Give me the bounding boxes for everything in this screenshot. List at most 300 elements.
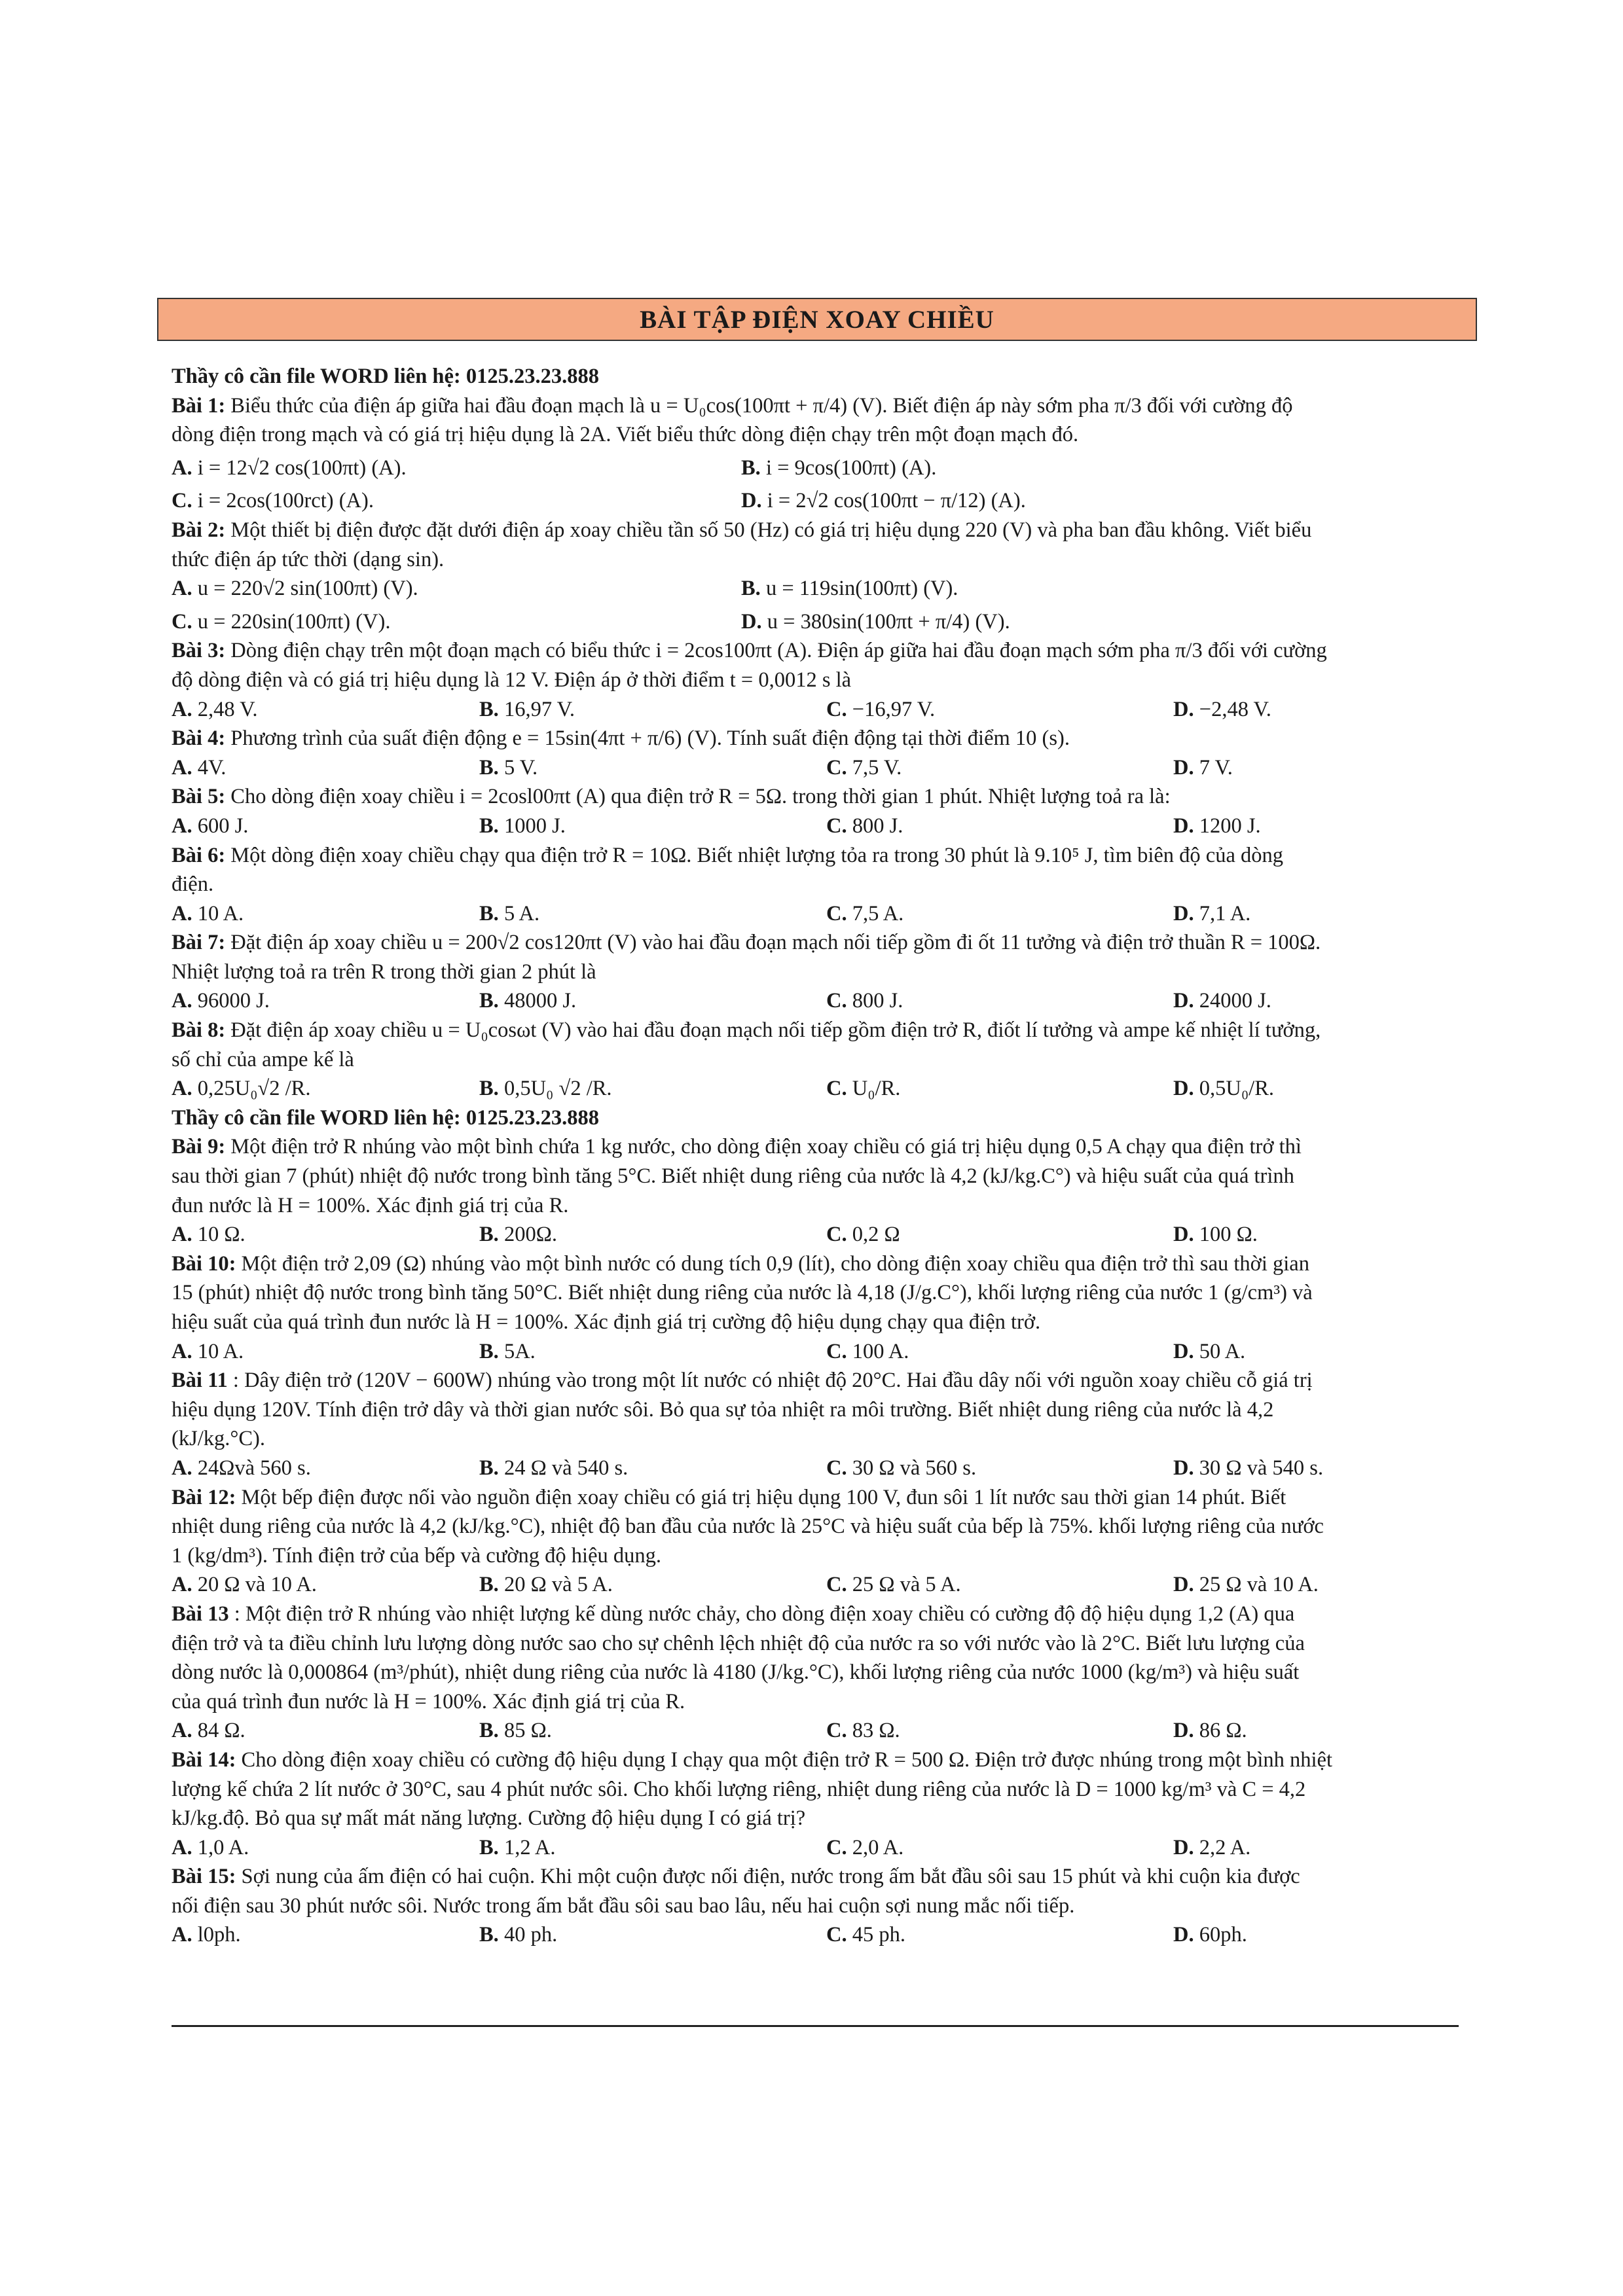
answer-option-text: 10 A.: [197, 901, 244, 925]
answer-option-letter: A.: [172, 697, 192, 721]
answer-option-a: [172, 812, 248, 841]
question-text: 15 (phút) nhiệt độ nước trong bình tăng 50°C. Biết nhiệt dung riêng của nước là 4,18 (J/g.C°), khối lượng riêng của nước 1 (g/cm³) và: [172, 1281, 1313, 1305]
question-11: [172, 1366, 1459, 1482]
answer-option-a: [172, 1716, 246, 1746]
answer-option-c: [826, 1074, 900, 1103]
answer-option-text: 16,97 V.: [503, 697, 575, 721]
answer-option-letter: C.: [826, 1923, 847, 1947]
answer-option-letter: C.: [826, 1573, 847, 1597]
question-13: [172, 1600, 1459, 1746]
answer-option-b: [479, 1920, 557, 1950]
answer-option-letter: A.: [172, 1077, 192, 1101]
answer-option-text: 20 Ω và 5 A.: [503, 1573, 613, 1597]
question-6: [172, 841, 1459, 929]
question-text: độ dòng điện và có giá trị hiệu dụng là 12 V. Điện áp ở thời điểm t = 0,0012 s là: [172, 668, 852, 692]
question-label: Bài 3:: [172, 639, 226, 663]
question-text: Cho dòng điện xoay chiều i = 2cosl00πt (A) qua điện trở R = 5Ω. trong thời gian 1 phút. Nhiệt lượng toả ra là:: [230, 785, 1171, 809]
answer-option-text: 100 A.: [852, 1339, 909, 1363]
answer-options-row: [172, 1074, 1459, 1103]
question-text: Đặt điện áp xoay chiều u = U₀cosωt (V) vào hai đầu đoạn mạch nối tiếp gồm điện trở R, điốt lí tưởng và ampe kế nhiệt lí tưởng,: [230, 1018, 1321, 1043]
answer-option-text: 0,5U₀ √2 /R.: [503, 1077, 612, 1101]
answer-option-letter: C.: [826, 1719, 847, 1743]
answer-option-letter: A.: [172, 814, 192, 838]
answer-option-text: 45 ph.: [852, 1923, 905, 1947]
answer-option-letter: B.: [479, 1835, 499, 1859]
answer-option-letter: A.: [172, 456, 192, 480]
answer-option-letter: D.: [1173, 1339, 1194, 1363]
answer-option-letter: C.: [172, 489, 192, 513]
answer-options-row: [172, 1220, 1459, 1249]
question-4: [172, 724, 1459, 782]
answer-options-row: [172, 812, 1459, 841]
question-text-line: [172, 724, 1459, 753]
question-text: hiệu suất của quá trình đun nước là H = 100%. Xác định giá trị cường độ hiệu dụng chạy qua điện trở.: [172, 1310, 1041, 1334]
answer-option-c: [826, 1833, 903, 1863]
question-text: hiệu dụng 120V. Tính điện trở dây và thời gian nước sôi. Bỏ qua sự tỏa nhiệt ra môi trường. Biết nhiệt dung riêng của nước là 4,2: [172, 1397, 1274, 1422]
answer-option-letter: C.: [826, 1835, 847, 1859]
answer-option-text: 83 Ω.: [852, 1719, 900, 1743]
answer-option-letter: C.: [826, 1339, 847, 1363]
answer-option-letter: D.: [741, 489, 762, 513]
answer-options-row: [172, 1454, 1459, 1483]
answer-option-a: [172, 695, 258, 725]
answer-option-c: [826, 1337, 909, 1367]
answer-option-d: [741, 486, 1026, 516]
question-text-line: [172, 1483, 1459, 1513]
answer-option-letter: D.: [1173, 755, 1194, 780]
question-label: Bài 8:: [172, 1018, 226, 1043]
question-14: [172, 1746, 1459, 1862]
answer-option-d: [1173, 1920, 1247, 1950]
question-label: Bài 15:: [172, 1865, 236, 1889]
answer-option-letter: B.: [479, 1573, 499, 1597]
answer-option-a: [172, 986, 270, 1016]
answer-option-text: 5 V.: [503, 755, 538, 780]
answer-option-letter: B.: [479, 1456, 499, 1480]
answer-option-text: 600 J.: [197, 814, 249, 838]
question-text-line: [172, 1191, 1459, 1221]
answer-option-letter: B.: [479, 1923, 499, 1947]
answer-option-c: [826, 753, 902, 783]
question-text: điện.: [172, 872, 214, 897]
answer-option-letter: D.: [741, 609, 762, 634]
question-text: Một bếp điện được nối vào nguồn điện xoay chiều có giá trị hiệu dụng 100 V, đun sôi 1 lít nước sau thời gian 14 phút. Biết: [241, 1485, 1286, 1509]
answer-option-text: i = 2cos(100rct) (A).: [197, 489, 374, 513]
answer-option-d: [1173, 1337, 1245, 1367]
question-text-line: [172, 1892, 1459, 1921]
bottom-divider: [172, 2025, 1459, 2027]
question-text: nhiệt dung riêng của nước là 4,2 (kJ/kg.°C), nhiệt độ ban đầu của nước là 25°C và hiệu suất của bếp là 75%. khối lượng riêng của nước: [172, 1515, 1324, 1539]
answer-option-letter: A.: [172, 1223, 192, 1247]
question-9: [172, 1132, 1459, 1249]
answer-option-a: [172, 454, 407, 483]
answer-option-letter: C.: [826, 1077, 847, 1101]
answer-option-d: [1173, 812, 1261, 841]
answer-options-row: [172, 454, 1459, 483]
answer-option-c: [826, 986, 903, 1016]
question-text-line: [172, 1775, 1459, 1804]
answer-option-text: 84 Ω.: [197, 1719, 246, 1743]
answer-option-c: [826, 899, 903, 929]
answer-option-text: 800 J.: [852, 989, 903, 1013]
answer-option-letter: C.: [172, 609, 192, 634]
answer-option-text: i = 2√2 cos(100πt − π/12) (A).: [767, 489, 1026, 513]
question-text: : Dây điện trở (120V − 600W) nhúng vào trong một lít nước có nhiệt độ 20°C. Hai đầu dây nối với nguồn xoay chiều cỗ giá trị: [232, 1369, 1313, 1393]
answer-option-b: [479, 1716, 552, 1746]
answer-option-letter: B.: [479, 901, 499, 925]
answer-option-text: 5A.: [503, 1339, 536, 1363]
answer-option-letter: A.: [172, 1456, 192, 1480]
answer-option-c: [826, 695, 935, 725]
question-text-line: [172, 516, 1459, 545]
question-text-line: [172, 1658, 1459, 1687]
answer-option-b: [479, 1220, 557, 1249]
question-text: Cho dòng điện xoay chiều có cường độ hiệu dụng I chạy qua một điện trở R = 500 Ω. Điện trở được nhúng trong một bình nhiệt: [241, 1748, 1332, 1772]
answer-option-c: [172, 607, 390, 637]
answer-option-letter: D.: [1173, 1077, 1194, 1101]
answer-option-text: 1,2 A.: [503, 1835, 556, 1859]
question-label: Bài 1:: [172, 393, 226, 418]
question-text-line: [172, 1512, 1459, 1541]
answer-option-letter: B.: [479, 755, 499, 780]
question-text: sau thời gian 7 (phút) nhiệt độ nước trong bình tăng 5°C. Biết nhiệt dung riêng của nước là 4,2 (kJ/kg.C°) và hiệu suất của quá trình: [172, 1164, 1294, 1189]
answer-option-letter: B.: [479, 814, 499, 838]
answer-option-c: [826, 1220, 900, 1249]
question-text-line: [172, 1687, 1459, 1717]
answer-option-text: 60ph.: [1199, 1923, 1247, 1947]
question-text-line: [172, 1016, 1459, 1045]
answer-option-d: [1173, 695, 1271, 725]
question-label: Bài 7:: [172, 931, 226, 955]
answer-option-text: 2,2 A.: [1199, 1835, 1251, 1859]
answer-option-b: [479, 1074, 612, 1103]
question-text: nối điện sau 30 phút nước sôi. Nước trong ấm bắt đầu sôi sau bao lâu, nếu hai cuộn sợi nung mắc nối tiếp.: [172, 1893, 1075, 1918]
answer-options-row: [172, 1337, 1459, 1367]
question-text-line: [172, 1278, 1459, 1308]
answer-option-letter: B.: [479, 1719, 499, 1743]
answer-options-row: [172, 574, 1459, 603]
question-text: dòng nước là 0,000864 (m³/phút), nhiệt dung riêng của nước là 4180 (J/kg.°C), khối lượng riêng của nước 1000 (kg/m³) và hiệu suất: [172, 1660, 1300, 1685]
question-label: Bài 2:: [172, 518, 226, 542]
answer-option-letter: D.: [1173, 814, 1194, 838]
answer-option-c: [826, 1920, 905, 1950]
answer-option-text: u = 220√2 sin(100πt) (V).: [197, 577, 418, 601]
answer-option-text: 40 ph.: [503, 1923, 558, 1947]
question-text-line: [172, 1132, 1459, 1162]
question-text-line: [172, 1424, 1459, 1454]
question-label: Bài 6:: [172, 843, 226, 867]
answer-option-text: 5 A.: [503, 901, 540, 925]
question-text-line: [172, 1366, 1459, 1395]
answer-option-text: 1200 J.: [1199, 814, 1261, 838]
answer-option-d: [741, 607, 1010, 637]
question-text-line: [172, 928, 1459, 958]
answer-option-letter: A.: [172, 1923, 192, 1947]
question-text: đun nước là H = 100%. Xác định giá trị của R.: [172, 1193, 569, 1217]
answer-option-d: [1173, 1716, 1247, 1746]
answer-option-text: l0ph.: [197, 1923, 241, 1947]
answer-options-row: [172, 1570, 1459, 1600]
answer-option-letter: B.: [479, 1223, 499, 1247]
answer-option-letter: A.: [172, 901, 192, 925]
answer-option-letter: A.: [172, 1573, 192, 1597]
answer-option-letter: D.: [1173, 1835, 1194, 1859]
answer-option-b: [479, 1833, 556, 1863]
question-text: 1 (kg/dm³). Tính điện trở của bếp và cường độ hiệu dụng.: [172, 1543, 661, 1568]
answer-option-text: 25 Ω và 5 A.: [852, 1573, 961, 1597]
answer-option-c: [826, 1570, 961, 1600]
answer-option-b: [479, 1570, 613, 1600]
question-text: dòng điện trong mạch và có giá trị hiệu dụng là 2A. Viết biểu thức dòng điện chạy trên một đoạn mạch đó.: [172, 423, 1079, 447]
answer-option-text: 2,48 V.: [197, 697, 258, 721]
answer-option-d: [1173, 1570, 1319, 1600]
answer-option-letter: B.: [479, 1339, 499, 1363]
question-text: điện trở và ta điều chỉnh lưu lượng dòng nước sao cho sự chênh lệch nhiệt độ của nước ra so với nước vào là 2°C. Biết lưu lượng của: [172, 1631, 1305, 1655]
question-text: của quá trình đun nước là H = 100%. Xác định giá trị của R.: [172, 1689, 685, 1713]
question-text-line: [172, 1629, 1459, 1659]
question-text: Dòng điện chạy trên một đoạn mạch có biểu thức i = 2cos100πt (A). Điện áp giữa hai đầu đoạn mạch sớm pha π/3 đối với cường: [230, 639, 1327, 663]
answer-option-d: [1173, 1454, 1323, 1483]
answer-option-text: 4V.: [197, 755, 227, 780]
answer-option-text: 86 Ω.: [1199, 1719, 1247, 1743]
answer-option-letter: A.: [172, 1719, 192, 1743]
answer-option-a: [172, 1337, 244, 1367]
question-text-line: [172, 1308, 1459, 1337]
answer-options-row: [172, 1920, 1459, 1950]
answer-option-letter: A.: [172, 755, 192, 780]
answer-option-text: U₀/R.: [852, 1077, 901, 1101]
answer-option-text: 85 Ω.: [503, 1719, 552, 1743]
contact-line: Thầy cô cần file WORD liên hệ: 0125.23.23.888: [172, 365, 599, 388]
question-label: Bài 4:: [172, 726, 226, 751]
question-text: thức điện áp tức thời (dạng sin).: [172, 547, 445, 571]
question-text-line: [172, 1249, 1459, 1279]
answer-options-row: [172, 986, 1459, 1016]
answer-option-text: 100 Ω.: [1199, 1223, 1258, 1247]
answer-option-text: 10 Ω.: [197, 1223, 246, 1247]
answer-option-letter: D.: [1173, 1456, 1194, 1480]
answer-option-d: [1173, 1074, 1274, 1103]
answer-option-letter: B.: [741, 456, 761, 480]
question-text: Một điện trở R nhúng vào một bình chứa 1 kg nước, cho dòng điện xoay chiều có giá trị hiệu dụng 0,5 A chạy qua điện trở thì: [230, 1135, 1302, 1159]
answer-option-text: 30 Ω và 540 s.: [1199, 1456, 1324, 1480]
question-text: Một dòng điện xoay chiều chạy qua điện trở R = 10Ω. Biết nhiệt lượng tỏa ra trong 30 phút là 9.10⁵ J, tìm biên độ của dòng: [230, 843, 1284, 867]
answer-option-letter: C.: [826, 1456, 847, 1480]
question-label: Bài 10:: [172, 1251, 236, 1276]
answer-option-text: 7,5 V.: [852, 755, 902, 780]
question-12: [172, 1483, 1459, 1600]
answer-option-text: u = 119sin(100πt) (V).: [765, 577, 958, 601]
answer-option-a: [172, 1570, 317, 1600]
question-text-line: [172, 870, 1459, 899]
question-text-line: [172, 782, 1459, 812]
question-label: Bài 13: [172, 1602, 229, 1626]
answer-option-letter: A.: [172, 989, 192, 1013]
answer-option-a: [172, 1220, 246, 1249]
question-7: [172, 928, 1459, 1016]
question-5: [172, 782, 1459, 840]
answer-option-d: [1173, 899, 1250, 929]
answer-option-letter: D.: [1173, 1923, 1194, 1947]
answer-option-letter: B.: [741, 577, 761, 601]
question-8: [172, 1016, 1459, 1103]
answer-option-d: [1173, 1220, 1258, 1249]
answer-option-b: [479, 753, 538, 783]
question-text-line: [172, 1045, 1459, 1075]
answer-option-text: 1000 J.: [503, 814, 566, 838]
answer-options-row: [172, 753, 1459, 783]
answer-option-text: u = 220sin(100πt) (V).: [197, 609, 391, 634]
answer-option-c: [826, 1454, 976, 1483]
answer-option-letter: D.: [1173, 989, 1194, 1013]
answer-option-text: i = 12√2 cos(100πt) (A).: [197, 456, 407, 480]
answer-option-a: [172, 1920, 241, 1950]
answer-option-letter: C.: [826, 1223, 847, 1247]
question-text-line: [172, 1862, 1459, 1892]
question-text: (kJ/kg.°C).: [172, 1427, 265, 1451]
answer-option-text: 0,25U₀√2 /R.: [197, 1077, 311, 1101]
answer-option-letter: C.: [826, 697, 847, 721]
question-text-line: [172, 1746, 1459, 1775]
answer-option-a: [172, 899, 244, 929]
answer-options-row: [172, 899, 1459, 929]
answer-option-letter: C.: [826, 814, 847, 838]
answer-option-text: 24Ωvà 560 s.: [197, 1456, 311, 1480]
answer-option-b: [479, 812, 566, 841]
answer-option-d: [1173, 986, 1271, 1016]
answer-option-d: [1173, 1833, 1250, 1863]
question-label: Bài 12:: [172, 1485, 236, 1509]
answer-option-c: [826, 812, 903, 841]
answer-option-text: 7 V.: [1199, 755, 1233, 780]
answer-options-row: [172, 486, 1459, 516]
answer-option-a: [172, 1454, 311, 1483]
answer-options-row: [172, 1833, 1459, 1863]
question-text-line: [172, 636, 1459, 666]
answer-option-letter: A.: [172, 577, 192, 601]
question-text: số chỉ của ampe kế là: [172, 1047, 354, 1071]
question-text: Sợi nung của ấm điện có hai cuộn. Khi một cuộn được nối điện, nước trong ấm bắt đầu sôi sau 15 phút và khi cuộn kia được: [241, 1865, 1300, 1889]
answer-option-text: 96000 J.: [197, 989, 270, 1013]
document-title: BÀI TẬP ĐIỆN XOAY CHIỀU: [157, 298, 1477, 341]
question-text: lượng kế chứa 2 lít nước ở 30°C, sau 4 phút nước sôi. Cho khối lượng riêng, nhiệt dung riêng của nước là D = 1000 kg/m³ và C = 4,2: [172, 1777, 1306, 1801]
question-text: Đặt điện áp xoay chiều u = 200√2 cos120πt (V) vào hai đầu đoạn mạch nối tiếp gồm đi ốt 11 tưởng và điện trở thuần R = 100Ω.: [230, 931, 1321, 955]
exercise-list: [172, 362, 1459, 1950]
answer-option-letter: D.: [1173, 1719, 1194, 1743]
answer-option-text: −16,97 V.: [852, 697, 936, 721]
question-label: Bài 5:: [172, 785, 226, 809]
question-text-line: [172, 420, 1459, 450]
answer-option-text: 200Ω.: [503, 1223, 557, 1247]
answer-option-text: −2,48 V.: [1199, 697, 1271, 721]
question-1: [172, 391, 1459, 516]
answer-option-letter: B.: [479, 697, 499, 721]
answer-option-text: 20 Ω và 10 A.: [197, 1573, 317, 1597]
question-text-line: [172, 391, 1459, 421]
answer-option-text: 800 J.: [852, 814, 903, 838]
question-text-line: [172, 1541, 1459, 1571]
question-text-line: [172, 1162, 1459, 1191]
answer-option-text: 48000 J.: [503, 989, 577, 1013]
answer-option-text: 24000 J.: [1199, 989, 1271, 1013]
answer-option-letter: B.: [479, 989, 499, 1013]
question-text-line: [172, 841, 1459, 870]
answer-option-b: [479, 899, 539, 929]
answer-option-b: [479, 986, 576, 1016]
answer-option-text: 7,1 A.: [1199, 901, 1251, 925]
answer-option-letter: C.: [826, 901, 847, 925]
question-10: [172, 1249, 1459, 1366]
question-15: [172, 1862, 1459, 1950]
answer-option-text: 0,2 Ω: [852, 1223, 900, 1247]
answer-option-letter: A.: [172, 1339, 192, 1363]
question-text: Biểu thức của điện áp giữa hai đầu đoạn mạch là u = U₀cos(100πt + π/4) (V). Biết điện áp này sớm pha π/3 đối với cường độ: [230, 393, 1293, 418]
answer-option-text: 2,0 A.: [852, 1835, 904, 1859]
question-text: Phương trình của suất điện động e = 15sin(4πt + π/6) (V). Tính suất điện động tại thời điểm 10 (s).: [230, 726, 1070, 751]
question-text: Một thiết bị điện được đặt dưới điện áp xoay chiều tần số 50 (Hz) có giá trị hiệu dụng 220 (V) và pha ban đầu không. Viết biểu: [230, 518, 1312, 542]
question-text-line: [172, 1600, 1459, 1629]
answer-option-letter: D.: [1173, 1223, 1194, 1247]
answer-option-text: u = 380sin(100πt + π/4) (V).: [767, 609, 1010, 634]
answer-option-text: 24 Ω và 540 s.: [503, 1456, 629, 1480]
answer-option-a: [172, 1074, 310, 1103]
question-text-line: [172, 1395, 1459, 1425]
question-text: Một điện trở 2,09 (Ω) nhúng vào một bình nước có dung tích 0,9 (lít), cho dòng điện xoay chiều qua điện trở thì sau thời gian: [241, 1251, 1309, 1276]
answer-option-b: [479, 695, 575, 725]
answer-option-c: [826, 1716, 900, 1746]
answer-option-letter: D.: [1173, 1573, 1194, 1597]
answer-option-text: 50 A.: [1199, 1339, 1246, 1363]
question-label: Bài 11: [172, 1369, 228, 1393]
question-text-line: [172, 666, 1459, 695]
answer-option-c: [172, 486, 374, 516]
answer-option-letter: B.: [479, 1077, 499, 1101]
answer-option-text: 1,0 A.: [197, 1835, 249, 1859]
answer-option-a: [172, 1833, 249, 1863]
answer-option-a: [172, 574, 418, 603]
answer-option-letter: A.: [172, 1835, 192, 1859]
answer-option-text: 30 Ω và 560 s.: [852, 1456, 977, 1480]
answer-option-a: [172, 753, 226, 783]
answer-option-text: 25 Ω và 10 A.: [1199, 1573, 1319, 1597]
contact-line: Thầy cô cần file WORD liên hệ: 0125.23.23.888: [172, 1105, 599, 1130]
answer-options-row: [172, 695, 1459, 725]
answer-option-d: [1173, 753, 1233, 783]
answer-option-letter: C.: [826, 989, 847, 1013]
question-text: Nhiệt lượng toả ra trên R trong thời gian 2 phút là: [172, 960, 596, 984]
answer-option-b: [741, 574, 958, 603]
question-text-line: [172, 545, 1459, 575]
question-text-line: [172, 958, 1459, 987]
answer-option-text: i = 9cos(100πt) (A).: [765, 456, 937, 480]
answer-options-row: [172, 607, 1459, 637]
answer-option-letter: D.: [1173, 697, 1194, 721]
answer-option-text: 7,5 A.: [852, 901, 904, 925]
answer-option-text: 10 A.: [197, 1339, 244, 1363]
answer-option-b: [479, 1454, 628, 1483]
question-text: : Một điện trở R nhúng vào nhiệt lượng kế dùng nước chảy, cho dòng điện xoay chiều có cường độ độ hiệu dụng 1,2 (A) qua: [234, 1602, 1295, 1626]
question-text: kJ/kg.độ. Bỏ qua sự mất mát năng lượng. Cường độ hiệu dụng I có giá trị?: [172, 1806, 806, 1831]
answer-option-b: [741, 454, 936, 483]
question-2: [172, 516, 1459, 636]
answer-option-letter: C.: [826, 755, 847, 780]
answer-options-row: [172, 1716, 1459, 1746]
question-label: Bài 9:: [172, 1135, 226, 1159]
answer-option-letter: D.: [1173, 901, 1194, 925]
question-3: [172, 636, 1459, 724]
question-label: Bài 14:: [172, 1748, 236, 1772]
question-text-line: [172, 1804, 1459, 1833]
